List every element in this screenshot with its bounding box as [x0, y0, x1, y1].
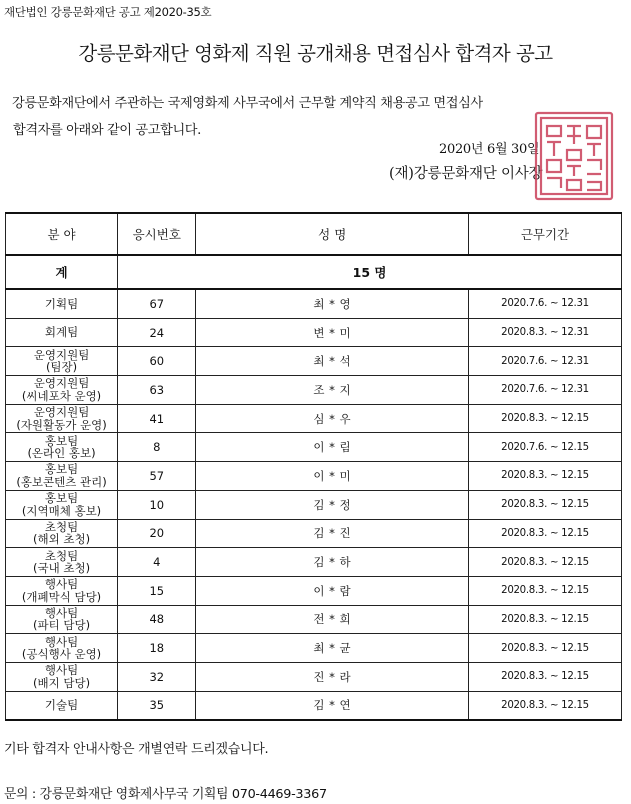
team-role: (홍보콘텐츠 관리) [16, 474, 107, 489]
team-role: (파티 담당) [33, 618, 91, 633]
cell-period: 2020.7.6. ~ 12.31 [468, 347, 621, 376]
footer-note: 기타 합격자 안내사항은 개별연락 드리겠습니다. [4, 742, 269, 757]
contact-info: 문의 : 강릉문화재단 영화제사무국 기획팀 070-4469-3367 [4, 787, 327, 802]
cell-period: 2020.8.3. ~ 12.15 [468, 490, 621, 519]
team-label: 초청팀 [44, 519, 79, 534]
cell-period: 2020.8.3. ~ 12.15 [468, 605, 621, 634]
cell-number: 4 [118, 548, 196, 577]
cell-team [6, 662, 118, 691]
cell-number: 24 [118, 318, 196, 347]
cell-team [6, 289, 118, 318]
team-label: 행사팀 [44, 605, 79, 620]
table-row [6, 662, 622, 691]
cell-name: 변 * 미 [196, 318, 469, 347]
cell-team [6, 376, 118, 405]
cell-period: 2020.8.3. ~ 12.15 [468, 576, 621, 605]
team-label: 운영지원팀 [33, 405, 90, 420]
cell-team [6, 490, 118, 519]
header-team: 분 야 [6, 213, 118, 255]
team-role: (자원활동가 운영) [16, 417, 107, 432]
team-role: (공식행사 운영) [21, 647, 102, 662]
cell-name: 김 * 진 [196, 519, 469, 548]
document-number: 재단법인 강릉문화재단 공고 제2020-35호 [4, 5, 212, 19]
cell-name: 진 * 라 [196, 662, 469, 691]
cell-team [6, 576, 118, 605]
cell-period: 2020.7.6. ~ 12.31 [468, 376, 621, 405]
table-row [6, 634, 622, 663]
team-role: (개폐막식 담당) [21, 589, 102, 604]
team-role: (배지 담당) [33, 675, 91, 690]
team-role: (국내 초청) [33, 561, 91, 576]
cell-team [6, 634, 118, 663]
cell-number: 35 [118, 691, 196, 720]
table-row [6, 347, 622, 376]
cell-period: 2020.8.3. ~ 12.15 [468, 462, 621, 491]
table-header-row [6, 213, 622, 255]
cell-number: 8 [118, 433, 196, 462]
table-row [6, 433, 622, 462]
cell-name: 김 * 연 [196, 691, 469, 720]
team-label: 초청팀 [44, 548, 79, 563]
signer-name: (재)강릉문화재단 이사장 [389, 166, 543, 182]
team-label: 행사팀 [44, 663, 79, 678]
intro-line-2: 합격자를 아래와 같이 공고합니다. [13, 123, 201, 138]
header-period: 근무기간 [468, 213, 621, 255]
cell-number: 15 [118, 576, 196, 605]
team-label: 홍보팀 [44, 462, 79, 477]
cell-period: 2020.7.6. ~ 12.15 [468, 433, 621, 462]
team-role: (해외 초청) [33, 532, 91, 547]
cell-period: 2020.8.3. ~ 12.31 [468, 318, 621, 347]
cell-name: 최 * 균 [196, 634, 469, 663]
table-total-row [6, 255, 622, 289]
total-value: 15 명 [118, 255, 622, 289]
cell-period: 2020.8.3. ~ 12.15 [468, 548, 621, 577]
cell-number: 20 [118, 519, 196, 548]
table-row [6, 404, 622, 433]
cell-team [6, 548, 118, 577]
cell-number: 57 [118, 462, 196, 491]
cell-team [6, 433, 118, 462]
intro-line-1: 강릉문화재단에서 주관하는 국제영화제 사무국에서 근무할 계약직 채용공고 면접심사 [12, 96, 483, 111]
cell-name: 이 * 림 [196, 433, 469, 462]
cell-number: 60 [118, 347, 196, 376]
cell-team [6, 605, 118, 634]
cell-team [6, 318, 118, 347]
official-seal-stamp [533, 110, 615, 202]
cell-team [6, 404, 118, 433]
team-role: (씨네포차 운영) [21, 388, 102, 403]
team-role: (지역매체 홍보) [21, 503, 102, 518]
team-label: 행사팀 [44, 634, 79, 649]
table-row [6, 605, 622, 634]
intro-paragraph [12, 90, 592, 144]
table-row [6, 490, 622, 519]
page-title: 강릉문화재단 영화제 직원 공개채용 면접심사 합격자 공고 [78, 42, 553, 65]
cell-period: 2020.8.3. ~ 12.15 [468, 691, 621, 720]
team-label: 운영지원팀 [33, 347, 90, 362]
cell-number: 41 [118, 404, 196, 433]
cell-period: 2020.7.6. ~ 12.31 [468, 289, 621, 318]
cell-period: 2020.8.3. ~ 12.15 [468, 662, 621, 691]
team-label: 홍보팀 [44, 433, 79, 448]
cell-number: 32 [118, 662, 196, 691]
table-row [6, 519, 622, 548]
table-row [6, 289, 622, 318]
announcement-date: 2020년 6월 30일 [439, 142, 540, 157]
cell-name: 조 * 지 [196, 376, 469, 405]
cell-team [6, 347, 118, 376]
team-role: (팀장) [45, 360, 78, 375]
team-label: 기술팀 [44, 698, 79, 713]
header-number: 응시번호 [118, 213, 196, 255]
cell-name: 전 * 희 [196, 605, 469, 634]
team-label: 운영지원팀 [33, 376, 90, 391]
cell-name: 이 * 미 [196, 462, 469, 491]
cell-name: 심 * 우 [196, 404, 469, 433]
cell-period: 2020.8.3. ~ 12.15 [468, 404, 621, 433]
cell-name: 김 * 정 [196, 490, 469, 519]
cell-name: 최 * 석 [196, 347, 469, 376]
cell-team [6, 691, 118, 720]
team-label: 홍보팀 [44, 491, 79, 506]
cell-number: 67 [118, 289, 196, 318]
cell-number: 48 [118, 605, 196, 634]
team-role: (온라인 홍보) [27, 446, 96, 461]
table-row [6, 576, 622, 605]
header-name: 성 명 [196, 213, 469, 255]
table-row [6, 548, 622, 577]
cell-number: 18 [118, 634, 196, 663]
team-label: 회계팀 [44, 325, 79, 340]
cell-name: 이 * 람 [196, 576, 469, 605]
applicant-table [5, 212, 622, 721]
cell-team [6, 519, 118, 548]
cell-name: 김 * 하 [196, 548, 469, 577]
table-row [6, 318, 622, 347]
cell-number: 63 [118, 376, 196, 405]
cell-name: 최 * 영 [196, 289, 469, 318]
total-label: 계 [6, 255, 118, 289]
cell-period: 2020.8.3. ~ 12.15 [468, 519, 621, 548]
cell-team [6, 462, 118, 491]
table-row [6, 462, 622, 491]
table-row [6, 691, 622, 720]
cell-period: 2020.8.3. ~ 12.15 [468, 634, 621, 663]
team-label: 기획팀 [44, 296, 79, 311]
team-label: 행사팀 [44, 577, 79, 592]
cell-number: 10 [118, 490, 196, 519]
table-row [6, 376, 622, 405]
